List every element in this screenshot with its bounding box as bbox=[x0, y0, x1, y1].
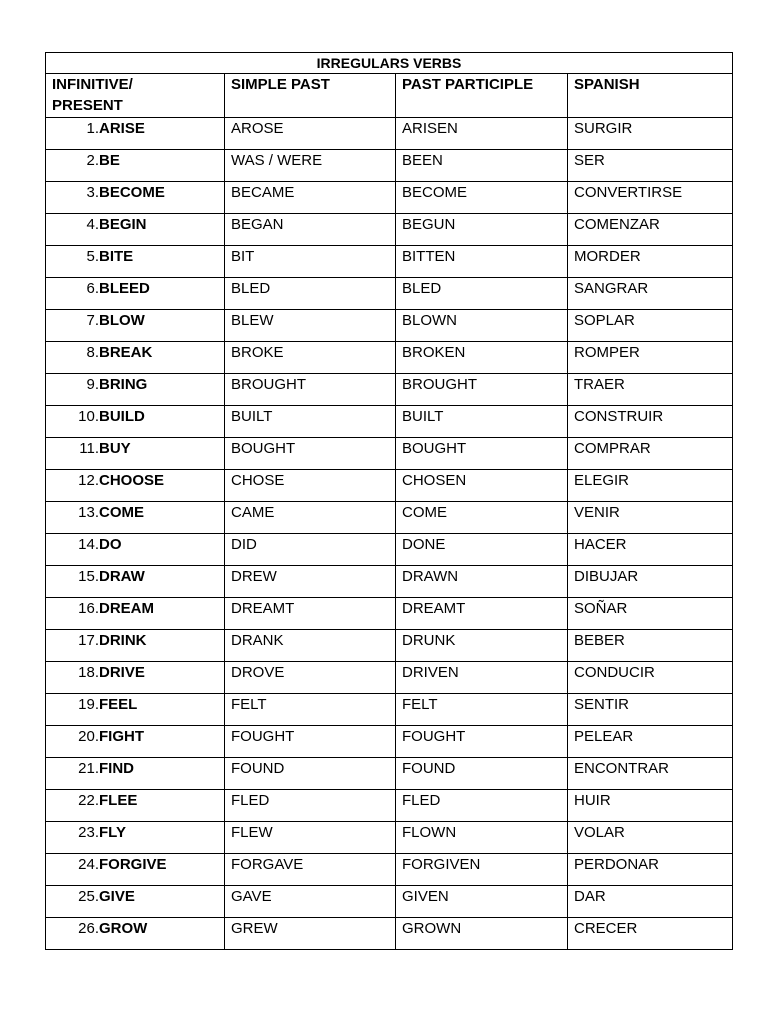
header-infinitive-line1: INFINITIVE/ bbox=[52, 76, 133, 93]
spanish-cell: TRAER bbox=[568, 374, 733, 406]
row-number: 8. bbox=[86, 344, 99, 361]
spanish-cell: BEBER bbox=[568, 630, 733, 662]
past-participle-cell: BEGUN bbox=[396, 214, 568, 246]
simple-past-cell: DID bbox=[225, 534, 396, 566]
row-number: 26. bbox=[78, 920, 99, 937]
simple-past-cell: FLEW bbox=[225, 822, 396, 854]
spanish-cell: SURGIR bbox=[568, 118, 733, 150]
past-participle-cell: DRUNK bbox=[396, 630, 568, 662]
infinitive-cell bbox=[46, 342, 225, 374]
row-number: 16. bbox=[78, 600, 99, 617]
header-infinitive bbox=[46, 74, 225, 118]
row-number: 9. bbox=[86, 376, 99, 393]
row-number: 19. bbox=[78, 696, 99, 713]
table-row bbox=[46, 726, 733, 758]
infinitive-cell bbox=[46, 118, 225, 150]
simple-past-cell: FOUND bbox=[225, 758, 396, 790]
infinitive-cell bbox=[46, 470, 225, 502]
past-participle-cell: CHOSEN bbox=[396, 470, 568, 502]
spanish-cell: COMENZAR bbox=[568, 214, 733, 246]
spanish-cell: VENIR bbox=[568, 502, 733, 534]
table-title-row bbox=[46, 53, 733, 74]
past-participle-cell: BOUGHT bbox=[396, 438, 568, 470]
spanish-cell: ELEGIR bbox=[568, 470, 733, 502]
table-row bbox=[46, 374, 733, 406]
simple-past-cell: FELT bbox=[225, 694, 396, 726]
spanish-cell: ENCONTRAR bbox=[568, 758, 733, 790]
infinitive-verb: BUILD bbox=[99, 408, 145, 425]
simple-past-cell: FLED bbox=[225, 790, 396, 822]
table-row bbox=[46, 662, 733, 694]
infinitive-verb: FLY bbox=[99, 824, 126, 841]
table-row bbox=[46, 502, 733, 534]
infinitive-verb: GIVE bbox=[99, 888, 135, 905]
row-number: 6. bbox=[86, 280, 99, 297]
infinitive-verb: BRING bbox=[99, 376, 148, 393]
infinitive-verb: ARISE bbox=[99, 120, 145, 137]
table-row bbox=[46, 118, 733, 150]
infinitive-cell bbox=[46, 694, 225, 726]
past-participle-cell: BITTEN bbox=[396, 246, 568, 278]
row-number: 20. bbox=[78, 728, 99, 745]
simple-past-cell: DREW bbox=[225, 566, 396, 598]
past-participle-cell: FELT bbox=[396, 694, 568, 726]
simple-past-cell: BEGAN bbox=[225, 214, 396, 246]
table-row bbox=[46, 246, 733, 278]
past-participle-cell: BLED bbox=[396, 278, 568, 310]
past-participle-cell: COME bbox=[396, 502, 568, 534]
simple-past-cell: DREAMT bbox=[225, 598, 396, 630]
header-simple-past: SIMPLE PAST bbox=[225, 74, 396, 118]
infinitive-cell bbox=[46, 662, 225, 694]
spanish-cell: DAR bbox=[568, 886, 733, 918]
spanish-cell: PERDONAR bbox=[568, 854, 733, 886]
past-participle-cell: BLOWN bbox=[396, 310, 568, 342]
past-participle-cell: GROWN bbox=[396, 918, 568, 950]
row-number: 14. bbox=[78, 536, 99, 553]
spanish-cell: CONVERTIRSE bbox=[568, 182, 733, 214]
table-row bbox=[46, 310, 733, 342]
table-title: IRREGULARS VERBS bbox=[46, 53, 733, 74]
table-row bbox=[46, 470, 733, 502]
infinitive-verb: CHOOSE bbox=[99, 472, 165, 489]
simple-past-cell: DROVE bbox=[225, 662, 396, 694]
infinitive-verb: DRAW bbox=[99, 568, 145, 585]
table-row bbox=[46, 182, 733, 214]
spanish-cell: SOÑAR bbox=[568, 598, 733, 630]
row-number: 1. bbox=[86, 120, 99, 137]
infinitive-cell bbox=[46, 406, 225, 438]
simple-past-cell: BROUGHT bbox=[225, 374, 396, 406]
infinitive-cell bbox=[46, 758, 225, 790]
row-number: 7. bbox=[86, 312, 99, 329]
infinitive-verb: COME bbox=[99, 504, 144, 521]
infinitive-verb: FLEE bbox=[99, 792, 138, 809]
past-participle-cell: ARISEN bbox=[396, 118, 568, 150]
header-infinitive-line2: PRESENT bbox=[52, 97, 123, 114]
past-participle-cell: BROKEN bbox=[396, 342, 568, 374]
row-number: 18. bbox=[78, 664, 99, 681]
infinitive-verb: FORGIVE bbox=[99, 856, 167, 873]
infinitive-verb: FIGHT bbox=[99, 728, 144, 745]
row-number: 25. bbox=[78, 888, 99, 905]
row-number: 17. bbox=[78, 632, 99, 649]
row-number: 22. bbox=[78, 792, 99, 809]
row-number: 15. bbox=[78, 568, 99, 585]
infinitive-verb: BECOME bbox=[99, 184, 165, 201]
table-row bbox=[46, 854, 733, 886]
simple-past-cell: AROSE bbox=[225, 118, 396, 150]
row-number: 23. bbox=[78, 824, 99, 841]
past-participle-cell: DRIVEN bbox=[396, 662, 568, 694]
spanish-cell: DIBUJAR bbox=[568, 566, 733, 598]
simple-past-cell: BLEW bbox=[225, 310, 396, 342]
infinitive-cell bbox=[46, 918, 225, 950]
infinitive-verb: BEGIN bbox=[99, 216, 147, 233]
row-number: 12. bbox=[78, 472, 99, 489]
infinitive-cell bbox=[46, 246, 225, 278]
table-row bbox=[46, 214, 733, 246]
infinitive-cell bbox=[46, 886, 225, 918]
table-row bbox=[46, 438, 733, 470]
infinitive-cell bbox=[46, 278, 225, 310]
infinitive-cell bbox=[46, 182, 225, 214]
simple-past-cell: BUILT bbox=[225, 406, 396, 438]
simple-past-cell: FORGAVE bbox=[225, 854, 396, 886]
infinitive-cell bbox=[46, 534, 225, 566]
simple-past-cell: BROKE bbox=[225, 342, 396, 374]
table-row bbox=[46, 566, 733, 598]
past-participle-cell: BEEN bbox=[396, 150, 568, 182]
spanish-cell: MORDER bbox=[568, 246, 733, 278]
row-number: 4. bbox=[86, 216, 99, 233]
table-row bbox=[46, 278, 733, 310]
past-participle-cell: FLOWN bbox=[396, 822, 568, 854]
past-participle-cell: DRAWN bbox=[396, 566, 568, 598]
infinitive-cell bbox=[46, 854, 225, 886]
past-participle-cell: FORGIVEN bbox=[396, 854, 568, 886]
spanish-cell: ROMPER bbox=[568, 342, 733, 374]
infinitive-verb: BE bbox=[99, 152, 120, 169]
row-number: 24. bbox=[78, 856, 99, 873]
table-row bbox=[46, 342, 733, 374]
infinitive-verb: DO bbox=[99, 536, 122, 553]
simple-past-cell: FOUGHT bbox=[225, 726, 396, 758]
simple-past-cell: CHOSE bbox=[225, 470, 396, 502]
infinitive-verb: DREAM bbox=[99, 600, 154, 617]
past-participle-cell: DREAMT bbox=[396, 598, 568, 630]
table-row bbox=[46, 918, 733, 950]
spanish-cell: SER bbox=[568, 150, 733, 182]
table-row bbox=[46, 630, 733, 662]
infinitive-cell bbox=[46, 790, 225, 822]
table-row bbox=[46, 598, 733, 630]
infinitive-verb: BITE bbox=[99, 248, 134, 265]
infinitive-verb: FIND bbox=[99, 760, 134, 777]
simple-past-cell: CAME bbox=[225, 502, 396, 534]
infinitive-cell bbox=[46, 310, 225, 342]
spanish-cell: VOLAR bbox=[568, 822, 733, 854]
simple-past-cell: BOUGHT bbox=[225, 438, 396, 470]
infinitive-verb: BLEED bbox=[99, 280, 150, 297]
row-number: 21. bbox=[78, 760, 99, 777]
simple-past-cell: GREW bbox=[225, 918, 396, 950]
infinitive-cell bbox=[46, 726, 225, 758]
past-participle-cell: DONE bbox=[396, 534, 568, 566]
simple-past-cell: BECAME bbox=[225, 182, 396, 214]
infinitive-verb: BUY bbox=[99, 440, 131, 457]
row-number: 10. bbox=[78, 408, 99, 425]
table-row bbox=[46, 406, 733, 438]
spanish-cell: SENTIR bbox=[568, 694, 733, 726]
table-row bbox=[46, 886, 733, 918]
infinitive-verb: BLOW bbox=[99, 312, 145, 329]
infinitive-cell bbox=[46, 374, 225, 406]
infinitive-cell bbox=[46, 598, 225, 630]
table-row bbox=[46, 150, 733, 182]
table-row bbox=[46, 534, 733, 566]
spanish-cell: COMPRAR bbox=[568, 438, 733, 470]
infinitive-cell bbox=[46, 502, 225, 534]
simple-past-cell: DRANK bbox=[225, 630, 396, 662]
infinitive-verb: DRIVE bbox=[99, 664, 145, 681]
document-page bbox=[45, 52, 732, 950]
simple-past-cell: WAS / WERE bbox=[225, 150, 396, 182]
infinitive-verb: BREAK bbox=[99, 344, 153, 361]
simple-past-cell: BLED bbox=[225, 278, 396, 310]
table-header-row bbox=[46, 74, 733, 118]
row-number: 5. bbox=[86, 248, 99, 265]
simple-past-cell: GAVE bbox=[225, 886, 396, 918]
past-participle-cell: FOUGHT bbox=[396, 726, 568, 758]
header-spanish: SPANISH bbox=[568, 74, 733, 118]
table-row bbox=[46, 694, 733, 726]
table-row bbox=[46, 822, 733, 854]
past-participle-cell: GIVEN bbox=[396, 886, 568, 918]
header-past-participle: PAST PARTICIPLE bbox=[396, 74, 568, 118]
simple-past-cell: BIT bbox=[225, 246, 396, 278]
spanish-cell: CRECER bbox=[568, 918, 733, 950]
infinitive-cell bbox=[46, 822, 225, 854]
past-participle-cell: BECOME bbox=[396, 182, 568, 214]
table-row bbox=[46, 790, 733, 822]
irregular-verbs-table bbox=[45, 52, 733, 950]
spanish-cell: CONDUCIR bbox=[568, 662, 733, 694]
infinitive-verb: GROW bbox=[99, 920, 148, 937]
spanish-cell: HACER bbox=[568, 534, 733, 566]
infinitive-cell bbox=[46, 214, 225, 246]
row-number: 3. bbox=[86, 184, 99, 201]
infinitive-verb: DRINK bbox=[99, 632, 147, 649]
infinitive-cell bbox=[46, 150, 225, 182]
spanish-cell: HUIR bbox=[568, 790, 733, 822]
spanish-cell: SOPLAR bbox=[568, 310, 733, 342]
spanish-cell: PELEAR bbox=[568, 726, 733, 758]
row-number: 11. bbox=[79, 440, 99, 457]
infinitive-cell bbox=[46, 630, 225, 662]
infinitive-cell bbox=[46, 438, 225, 470]
past-participle-cell: BUILT bbox=[396, 406, 568, 438]
row-number: 2. bbox=[86, 152, 99, 169]
row-number: 13. bbox=[78, 504, 99, 521]
past-participle-cell: FOUND bbox=[396, 758, 568, 790]
spanish-cell: SANGRAR bbox=[568, 278, 733, 310]
past-participle-cell: BROUGHT bbox=[396, 374, 568, 406]
infinitive-cell bbox=[46, 566, 225, 598]
table-row bbox=[46, 758, 733, 790]
infinitive-verb: FEEL bbox=[99, 696, 138, 713]
spanish-cell: CONSTRUIR bbox=[568, 406, 733, 438]
past-participle-cell: FLED bbox=[396, 790, 568, 822]
